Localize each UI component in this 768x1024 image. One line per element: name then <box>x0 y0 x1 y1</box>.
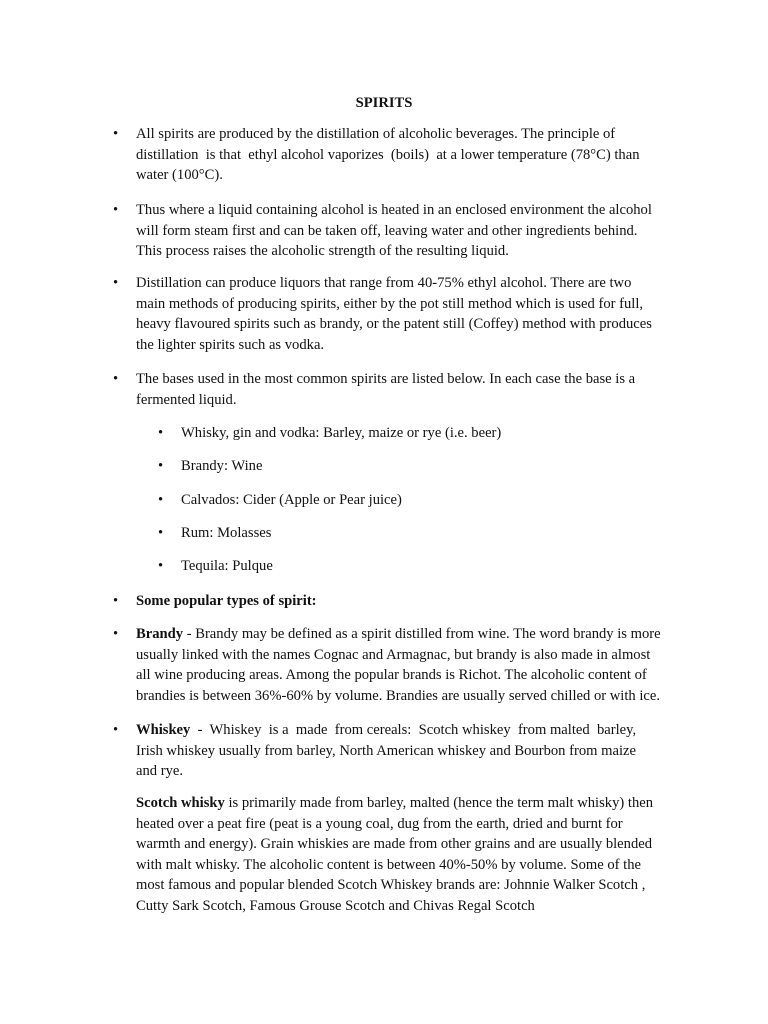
text-line: warmth and energy). Grain whiskies are made from other grains and are usually blended <box>136 836 653 853</box>
text-line: brandies is between 36%-60% by volume. Brandies are usually served chilled or with ice. <box>136 687 661 704</box>
list-item <box>113 369 683 410</box>
bullet-icon: • <box>113 275 119 291</box>
bullet-icon: • <box>158 425 164 441</box>
text-line: heavy flavoured spirits such as brandy, or the patent still (Coffey) method with produces <box>136 316 652 333</box>
sub-list-item <box>158 523 678 544</box>
bullet-icon: • <box>158 458 164 474</box>
text-line: with malt whisky. The alcoholic content is between 40%-50% by volume. Some of the <box>136 856 642 873</box>
bullet-icon: • <box>113 722 119 738</box>
text-line: Irish whiskey usually from barley, North American whiskey and Bourbon from maize <box>136 742 636 759</box>
text-line: Cutty Sark Scotch, Famous Grouse Scotch and Chivas Regal Scotch <box>136 897 535 914</box>
text-line: the lighter spirits such as vodka. <box>136 336 325 353</box>
bullet-icon: • <box>113 202 119 218</box>
sub-list-item <box>158 556 678 577</box>
text-line: - Brandy may be defined as a spirit distilled from wine. The word brandy is more <box>183 626 661 642</box>
list-item <box>113 200 683 262</box>
bullet-icon: • <box>113 126 119 142</box>
text-line: heated over a peat fire (peat is a young coal, dug from the earth, dried and burnt for <box>136 815 623 832</box>
base-text: Whisky, gin and vodka: Barley, maize or rye (i.e. beer) <box>181 425 502 441</box>
term-whiskey: Whiskey <box>136 722 191 738</box>
list-item <box>113 273 683 355</box>
text-line: water (100°C). <box>136 167 223 184</box>
text-line: - Whiskey is a made from cereals: Scotch whiskey from malted barley, <box>190 722 637 738</box>
section-heading: Some popular types of spirit: <box>136 593 317 609</box>
text-line: all wine producing areas. Among the popular brands is Richot. The alcoholic content of <box>136 667 647 684</box>
text-line: This process raises the alcoholic strength of the resulting liquid. <box>136 243 509 260</box>
sub-list-item <box>158 490 678 511</box>
text-line: All spirits are produced by the distillation of alcoholic beverages. The principle of <box>136 126 616 142</box>
scotch-paragraph <box>136 793 683 917</box>
list-item <box>113 624 683 706</box>
bullet-icon: • <box>158 525 164 541</box>
base-text: Brandy: Wine <box>181 458 263 474</box>
text-line: usually linked with the names Cognac and Armagnac, but brandy is also made in almost <box>136 646 651 663</box>
base-text: Calvados: Cider (Apple or Pear juice) <box>181 492 402 508</box>
term-scotch: Scotch whisky <box>136 795 225 811</box>
text-line: fermented liquid. <box>136 391 237 408</box>
text-line: and rye. <box>136 763 184 780</box>
text-line: Thus where a liquid containing alcohol is heated in an enclosed environment the alcohol <box>136 202 652 218</box>
base-text: Rum: Molasses <box>181 525 272 541</box>
base-text: Tequila: Pulque <box>181 558 273 574</box>
list-item <box>113 720 683 782</box>
term-brandy: Brandy <box>136 626 184 642</box>
bullet-icon: • <box>113 371 119 387</box>
bullet-icon: • <box>158 492 164 508</box>
page-title: SPIRITS <box>355 95 413 111</box>
bullet-icon: • <box>158 558 164 574</box>
text-line: Distillation can produce liquors that range from 40-75% ethyl alcohol. There are two <box>136 275 632 291</box>
list-item <box>113 124 683 186</box>
sub-list-item <box>158 456 678 477</box>
list-item <box>113 591 683 612</box>
text-line: is primarily made from barley, malted (hence the term malt whisky) then <box>224 795 654 811</box>
text-line: main methods of producing spirits, either by the pot still method which is used for full, <box>136 295 644 312</box>
text-line: will form steam first and can be taken off, leaving water and other ingredients behind. <box>136 222 638 239</box>
text-line: The bases used in the most common spirits are listed below. In each case the base is a <box>136 371 636 387</box>
text-line: distillation is that ethyl alcohol vaporizes (boils) at a lower temperature (78°C) than <box>136 146 640 163</box>
bullet-icon: • <box>113 626 119 642</box>
bullet-icon: • <box>113 593 119 609</box>
sub-list-item <box>158 423 678 444</box>
text-line: most famous and popular blended Scotch Whiskey brands are: Johnnie Walker Scotch , <box>136 877 646 894</box>
